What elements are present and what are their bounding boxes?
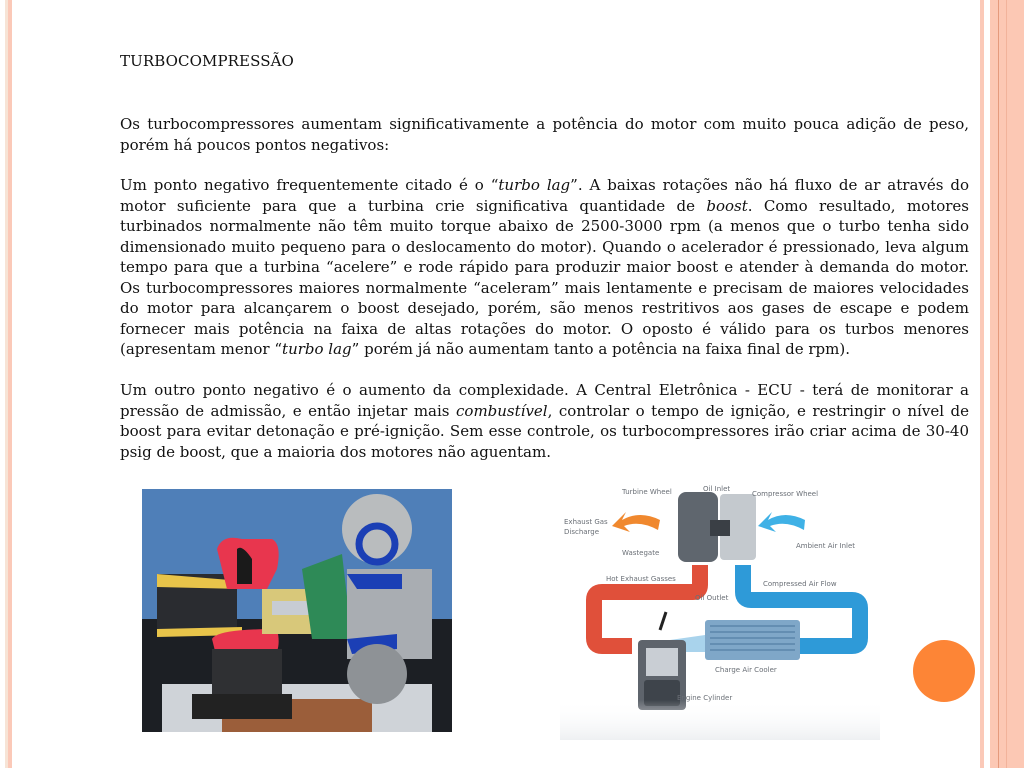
label-oil-outlet: Oil Outlet (695, 594, 729, 602)
label-discharge: Discharge (564, 528, 600, 536)
right-decorative-stripe (980, 0, 984, 768)
paragraph-complexity: Um outro ponto negativo é o aumento da complexidade. A Central Eletrônica - ECU - terá de monitorar a pressão de admissão, e então injetar mais combustível, controlar o tempo de ignição, e restringir o nível de boost para evitar detonação e pré-ignição. Sem esse controle, os turbocompressores irão criar acima de 30-40 psig de boost, que a maioria dos motores não aguentam. (120, 381, 969, 461)
right-decorative-band (990, 0, 1024, 768)
label-oil-inlet: Oil Inlet (703, 485, 731, 493)
left-decorative-stripe (8, 0, 12, 768)
label-exhaust-gas: Exhaust Gas (564, 518, 608, 526)
label-wastegate: Wastegate (622, 549, 660, 557)
label-compressor-wheel: Compressor Wheel (752, 490, 819, 498)
paragraph-intro: Os turbocompressores aumentam significativamente a potência do motor com muito pouca adição de peso, porém há poucos pontos negativos: (120, 115, 969, 154)
paragraph-turbo-lag: Um ponto negativo frequentemente citado é o “turbo lag”. A baixas rotações não há fluxo de ar através do motor suficiente para que a turbina crie significativa quantidade de boost. Como resultado, motores turbinados normalmente não têm muito torque abaixo de 2500-3000 rpm (a menos que o turbo tenha sido dimensionado muito pequeno para o deslocamento do motor). Quando o acelerador é pressionado, leva algum tempo para que a turbina “acelere” e rode rápido para produzir maior boost e atender à demanda do motor. Os turbocompressores maiores normalmente “aceleram” mais lentamente e precisam de maiores velocidades do motor para alcançarem o boost desejado, porém, são menos restritivos aos gases de escape e podem fornecer mais potência na faixa de altas rotações do motor. O oposto é válido para os turbos menores (apresentam menor “turbo lag” porém já não aumentam tanto a potência na faixa final de rpm). (120, 176, 969, 358)
label-engine-cylinder: Engine Cylinder (677, 694, 733, 702)
label-turbine-wheel: Turbine Wheel (622, 488, 672, 496)
label-charge-air-cooler: Charge Air Cooler (715, 666, 777, 674)
label-ambient-air-inlet: Ambient Air Inlet (796, 542, 856, 550)
label-compressed-air: Compressed Air Flow (763, 580, 837, 588)
right-decorative-line (1006, 0, 1007, 768)
decorative-orange-circle (913, 640, 975, 702)
right-decorative-line (998, 0, 999, 768)
turbo-system-diagram (560, 480, 880, 740)
label-hot-exhaust: Hot Exhaust Gasses (606, 575, 676, 583)
slide-title: TURBOCOMPRESSÃO (120, 52, 294, 70)
turbocharger-cutaway-photo (142, 489, 452, 732)
